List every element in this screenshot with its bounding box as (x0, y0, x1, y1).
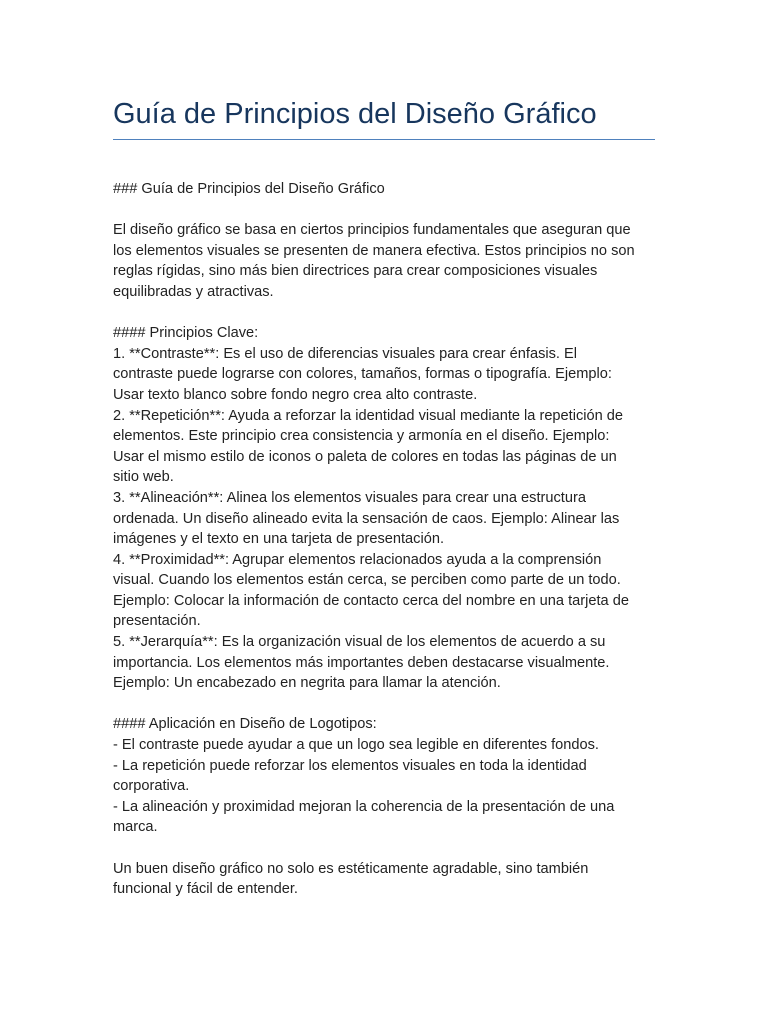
body-text-line: #### Aplicación en Diseño de Logotipos: (113, 716, 377, 733)
body-text-line: 2. **Repetición**: Ayuda a reforzar la identidad visual mediante la repetición de (113, 407, 624, 424)
body-text-line: reglas rígidas, sino más bien directrices para crear composiciones visuales (113, 263, 598, 280)
body-text-line: 5. **Jerarquía**: Es la organización visual de los elementos de acuerdo a su (113, 634, 606, 651)
body-text-line: - El contraste puede ayudar a que un logo sea legible en diferentes fondos. (113, 737, 599, 754)
body-text-line: Ejemplo: Colocar la información de contacto cerca del nombre en una tarjeta de (113, 592, 629, 609)
body-text-line: Ejemplo: Un encabezado en negrita para llamar la atención. (113, 675, 501, 692)
body-text-line: ordenada. Un diseño alineado evita la sensación de caos. Ejemplo: Alinear las (113, 510, 620, 527)
body-text-line: visual. Cuando los elementos están cerca, se perciben como parte de un todo. (113, 572, 621, 589)
body-text-line: Un buen diseño gráfico no solo es estéticamente agradable, sino también (113, 860, 589, 877)
body-text-line: 4. **Proximidad**: Agrupar elementos relacionados ayuda a la comprensión (113, 551, 602, 568)
body-text-line: #### Principios Clave: (113, 325, 259, 342)
body-text-line: elementos. Este principio crea consistencia y armonía en el diseño. Ejemplo: (113, 428, 610, 445)
body-text-line: Usar texto blanco sobre fondo negro crea alto contraste. (113, 386, 478, 403)
blank-line (113, 303, 658, 324)
body-text-line: importancia. Los elementos más importantes deben destacarse visualmente. (113, 654, 610, 671)
blank-line (113, 200, 658, 221)
body-text-line: El diseño gráfico se basa en ciertos principios fundamentales que aseguran que (113, 222, 631, 239)
body-text-line: corporativa. (113, 778, 190, 795)
body-text-line: Usar el mismo estilo de iconos o paleta de colores en todas las páginas de un (113, 448, 617, 465)
document-title: Guía de Principios del Diseño Gráfico (113, 98, 597, 130)
body-text-line: sitio web. (113, 469, 174, 486)
body-text-line: contraste puede lograrse con colores, tamaños, formas o tipografía. Ejemplo: (113, 366, 612, 383)
body-text-line: funcional y fácil de entender. (113, 881, 298, 898)
body-text-line: presentación. (113, 613, 201, 630)
blank-line (113, 694, 658, 715)
body-text-line: ### Guía de Principios del Diseño Gráfico (113, 181, 385, 197)
body-text-line: 1. **Contraste**: Es el uso de diferencias visuales para crear énfasis. El (113, 345, 577, 362)
document-body (113, 179, 658, 900)
body-text-line: los elementos visuales se presenten de manera efectiva. Estos principios no son (113, 242, 635, 259)
body-text-line: marca. (113, 819, 158, 836)
blank-line (113, 838, 658, 859)
body-text-line: equilibradas y atractivas. (113, 283, 274, 300)
body-text-line: - La alineación y proximidad mejoran la coherencia de la presentación de una (113, 798, 615, 815)
body-text-line: 3. **Alineación**: Alinea los elementos visuales para crear una estructura (113, 489, 586, 506)
body-text-line: imágenes y el texto en una tarjeta de presentación. (113, 531, 445, 548)
title-underline-divider (113, 139, 655, 140)
body-text-line: - La repetición puede reforzar los elementos visuales en toda la identidad (113, 757, 587, 774)
